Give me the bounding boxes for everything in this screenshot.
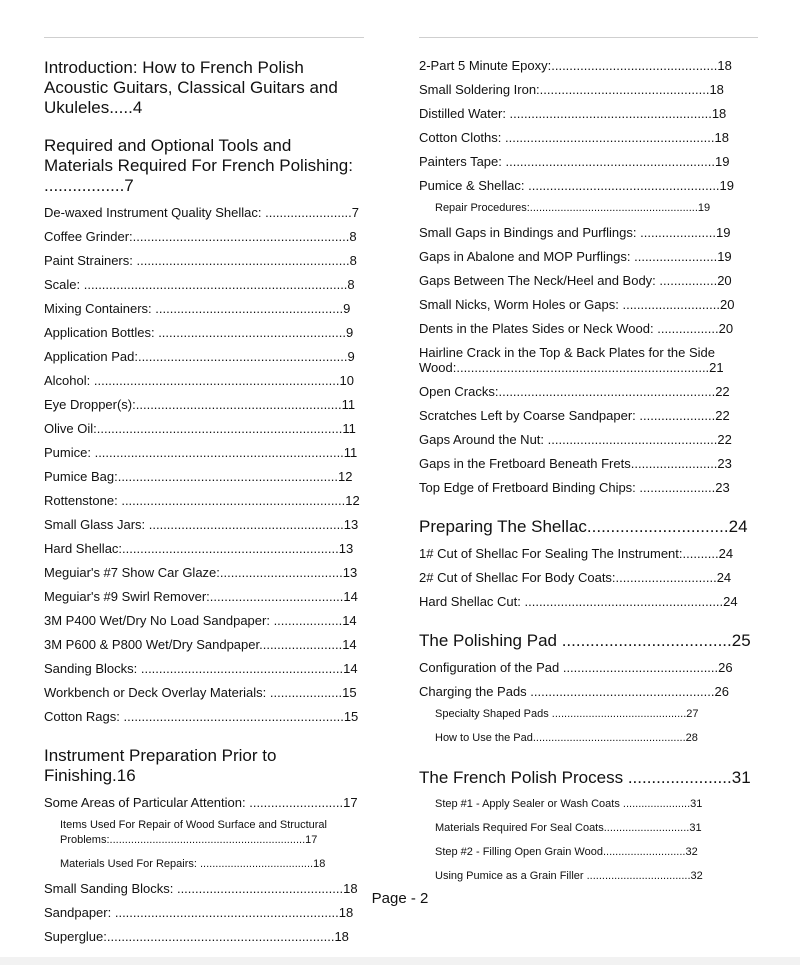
toc-entry-title: Introduction: How to French Polish Acoustic Guitars, Classical Guitars and Ukuleles: [44, 58, 338, 117]
toc-leader-dots: .: [112, 766, 117, 785]
toc-page-number: 23: [717, 456, 732, 471]
toc-page-number: 31: [689, 822, 702, 834]
toc-entry-title: Gaps in the Fretboard Beneath Frets: [419, 456, 631, 471]
toc-page-number: 32: [690, 870, 703, 882]
toc-page-number: 9: [343, 301, 351, 316]
toc-entry: [44, 541, 364, 556]
toc-page-number: 31: [731, 768, 751, 787]
toc-page-number: 24: [718, 546, 734, 561]
toc-leader-dots: .......................: [630, 249, 718, 264]
toc-entry-title: Some Areas of Particular Attention:: [44, 795, 246, 810]
toc-entry: [44, 349, 364, 364]
toc-leader-dots: ..................................: [219, 565, 343, 580]
toc-entry: [44, 469, 364, 484]
toc-leader-dots: ..............................................................: [111, 905, 339, 920]
toc-entry: [44, 709, 364, 724]
toc-entry-title: 2# Cut of Shellac For Body Coats:: [419, 570, 616, 585]
toc-page-number: 18: [717, 58, 732, 73]
toc-leader-dots: .............................................................: [119, 709, 344, 724]
toc-entry: [44, 397, 364, 412]
toc-leader-dots: ............................................: [548, 708, 687, 720]
toc-leader-dots: .......................................................: [529, 202, 698, 214]
toc-page-number: 12: [338, 469, 353, 484]
toc-entry-title: Step #1 - Apply Sealer or Wash Coats: [435, 798, 620, 810]
toc-leader-dots: ..........................................................: [137, 349, 348, 364]
toc-entry-title: Pumice Bag:: [44, 469, 118, 484]
toc-leader-dots: ...............................................: [539, 82, 710, 97]
toc-page-number: 14: [343, 589, 358, 604]
toc-page-number: 16: [116, 766, 136, 785]
toc-left-column: [44, 37, 364, 944]
toc-page-number: 23: [715, 480, 730, 495]
toc-leader-dots: .................: [44, 176, 125, 195]
toc-leader-dots: ............................................................: [132, 229, 350, 244]
toc-entry-title: Application Bottles:: [44, 325, 155, 340]
toc-leader-dots: ....................: [266, 685, 343, 700]
toc-entry-title: Configuration of the Pad: [419, 660, 560, 675]
toc-page-number: 18: [714, 130, 729, 145]
toc-entry-title: Top Edge of Fretboard Binding Chips:: [419, 480, 636, 495]
toc-leader-dots: ...........................................................: [132, 253, 350, 268]
toc-entry-title: How to Use the Pad: [435, 732, 533, 744]
toc-entry: [44, 229, 364, 244]
toc-heading: [44, 136, 364, 196]
toc-heading: [419, 768, 758, 788]
toc-entry-title: Olive Oil:: [44, 421, 97, 436]
toc-entry-title: Scratches Left by Coarse Sandpaper:: [419, 408, 636, 423]
toc-entry: [419, 408, 758, 423]
toc-entry-title: Small Sanding Blocks:: [44, 881, 174, 896]
toc-page-number: 15: [343, 709, 359, 724]
toc-leader-dots: .....................................................: [524, 178, 720, 193]
toc-page-number: 22: [715, 384, 730, 399]
toc-page-number: 14: [342, 613, 357, 628]
toc-leader-dots: ........................................................: [505, 106, 712, 121]
toc-entry: [44, 421, 364, 436]
toc-entry-title: Items Used For Repair of Wood Surface and Structural Problems:: [60, 819, 327, 846]
toc-page-number: 21: [709, 360, 724, 375]
toc-leader-dots: ..................................................: [532, 732, 686, 744]
toc-entry: [44, 795, 364, 810]
toc-leader-dots: ....................................: [556, 631, 732, 650]
toc-entry: [44, 661, 364, 676]
toc-entry-title: Paint Strainers:: [44, 253, 133, 268]
toc-entry-title: Specialty Shaped Pads: [435, 708, 549, 720]
toc-leader-dots: ...........................................: [559, 660, 719, 675]
toc-entry: [44, 613, 364, 628]
toc-page-number: 8: [349, 253, 357, 268]
toc-entry-title: Small Soldering Iron:: [419, 82, 540, 97]
toc-entry-title: Scale:: [44, 277, 81, 292]
toc-page-number: 19: [714, 154, 730, 169]
toc-entry: [44, 253, 364, 268]
toc-entry: [419, 345, 758, 375]
toc-page-number: 20: [720, 297, 735, 312]
toc-leader-dots: ............................................................: [122, 541, 339, 556]
toc-page-number: 32: [685, 846, 698, 858]
toc-leader-dots: ........................: [261, 205, 352, 220]
toc-leader-dots: .................: [653, 321, 719, 336]
toc-page-number: 22: [715, 408, 730, 423]
toc-entry: [419, 297, 758, 312]
toc-leader-dots: ...........................: [618, 297, 720, 312]
toc-leader-dots: ..............................................: [551, 58, 718, 73]
toc-subentry: [419, 731, 758, 746]
toc-subentry: [419, 869, 758, 884]
toc-entry: [44, 493, 364, 508]
toc-leader-dots: .....................................................................: [90, 445, 344, 460]
toc-leader-dots: .........................................................................: [80, 277, 348, 292]
toc-entry-title: Open Cracks:: [419, 384, 499, 399]
toc-page-number: 14: [342, 637, 357, 652]
toc-entry: [419, 384, 758, 399]
toc-entry: [44, 929, 364, 944]
toc-entry: [419, 273, 758, 288]
toc-page-number: 11: [343, 445, 358, 460]
toc-entry: [419, 456, 758, 471]
toc-page-number: 9: [346, 325, 354, 340]
toc-entry: [419, 570, 758, 585]
toc-entry-title: The Polishing Pad: [419, 631, 557, 650]
toc-entry-title: De-waxed Instrument Quality Shellac:: [44, 205, 262, 220]
toc-leader-dots: ........................................................: [137, 661, 344, 676]
toc-entry: [44, 517, 364, 532]
toc-entry: [419, 154, 758, 169]
toc-page-number: 8: [347, 277, 355, 292]
toc-leader-dots: ............................: [603, 822, 690, 834]
toc-entry-title: 2-Part 5 Minute Epoxy:: [419, 58, 552, 73]
toc-heading: [419, 631, 758, 651]
toc-entry-title: Sandpaper:: [44, 905, 112, 920]
toc-leader-dots: ...........................: [602, 846, 686, 858]
toc-entry: [44, 325, 364, 340]
toc-entry: [419, 684, 758, 699]
bottom-edge: [0, 957, 800, 965]
toc-entry-title: Instrument Preparation Prior to Finishing: [44, 746, 277, 785]
toc-entry: [44, 905, 364, 920]
toc-entry-title: Small Gaps in Bindings and Purflings:: [419, 225, 637, 240]
toc-subentry: [419, 845, 758, 860]
toc-entry-title: Step #2 - Filling Open Grain Wood: [435, 846, 603, 858]
toc-entry: [44, 301, 364, 316]
toc-entry-title: Materials Required For Seal Coats: [435, 822, 604, 834]
toc-entry-title: Small Nicks, Worm Holes or Gaps:: [419, 297, 619, 312]
toc-leader-dots: .......................: [259, 637, 343, 652]
toc-page-number: 11: [342, 421, 356, 436]
toc-leader-dots: .....................: [636, 225, 716, 240]
toc-page-number: 24: [728, 517, 748, 536]
toc-leader-dots: ..........................: [245, 795, 344, 810]
toc-entry-title: Hard Shellac Cut:: [419, 594, 521, 609]
toc-leader-dots: ................: [655, 273, 718, 288]
toc-leader-dots: ..............................: [586, 517, 729, 536]
toc-entry-title: Application Pad:: [44, 349, 138, 364]
toc-entry: [419, 225, 758, 240]
toc-page-number: 17: [305, 834, 318, 846]
toc-page-number: 18: [338, 905, 354, 920]
toc-entry-title: Eye Dropper(s):: [44, 397, 136, 412]
toc-entry-title: Cotton Rags:: [44, 709, 120, 724]
toc-page-number: 12: [345, 493, 360, 508]
toc-entry-title: 1# Cut of Shellac For Sealing The Instrument:: [419, 546, 683, 561]
toc-page-number: 4: [132, 98, 143, 117]
toc-page-number: 27: [686, 708, 699, 720]
toc-entry-title: Hard Shellac:: [44, 541, 123, 556]
toc-entry: [419, 594, 758, 609]
page-number: Page - 2: [371, 890, 429, 907]
toc-subentry: [44, 857, 364, 872]
toc-leader-dots: ......................................................................: [456, 360, 710, 375]
toc-entry: [44, 565, 364, 580]
toc-entry-title: Gaps Between The Neck/Heel and Body:: [419, 273, 656, 288]
top-divider: [419, 37, 758, 38]
toc-leader-dots: ..........................................................: [501, 130, 715, 145]
toc-entry-title: The French Polish Process: [419, 768, 624, 787]
toc-page-number: 31: [690, 798, 703, 810]
toc-page-number: 15: [342, 685, 357, 700]
toc-entry: [419, 178, 758, 193]
toc-leader-dots: .....................................: [196, 858, 314, 870]
toc-leader-dots: ...............................................................: [106, 929, 335, 944]
toc-leader-dots: ......................: [619, 798, 691, 810]
toc-page-number: 20: [717, 273, 732, 288]
toc-entry-title: Required and Optional Tools and Materials Required For French Polishing:: [44, 136, 353, 175]
toc-entry: [44, 373, 364, 388]
toc-entry-title: Coffee Grinder:: [44, 229, 133, 244]
toc-leader-dots: ...................................................: [526, 684, 715, 699]
toc-leader-dots: .....................................: [209, 589, 344, 604]
toc-entry-title: Gaps in Abalone and MOP Purflings:: [419, 249, 631, 264]
toc-entry-title: Distilled Water:: [419, 106, 506, 121]
toc-entry-title: Small Glass Jars:: [44, 517, 146, 532]
toc-entry-title: Pumice:: [44, 445, 91, 460]
toc-leader-dots: .....................: [635, 408, 716, 423]
toc-page-number: 14: [343, 661, 358, 676]
top-divider: [44, 37, 364, 38]
toc-page-number: 18: [313, 858, 326, 870]
toc-entry: [419, 249, 758, 264]
toc-page-number: 7: [351, 205, 360, 220]
toc-entry: [419, 480, 758, 495]
toc-page-number: 8: [349, 229, 357, 244]
toc-leader-dots: ......................................................: [145, 517, 344, 532]
toc-page-number: 18: [711, 106, 727, 121]
toc-page-number: 18: [334, 929, 349, 944]
toc-entry-title: Mixing Containers:: [44, 301, 152, 316]
toc-page-number: 10: [339, 373, 354, 388]
toc-page-number: 22: [717, 432, 732, 447]
toc-page-number: 26: [718, 660, 733, 675]
toc-entry-title: Gaps Around the Nut:: [419, 432, 545, 447]
toc-entry: [419, 660, 758, 675]
toc-entry-title: Repair Procedures:: [435, 202, 530, 214]
toc-entry: [44, 637, 364, 652]
toc-entry: [44, 589, 364, 604]
toc-entry-title: Materials Used For Repairs:: [60, 858, 197, 870]
toc-leader-dots: .........................................................: [135, 397, 342, 412]
toc-leader-dots: ..........: [682, 546, 719, 561]
toc-subentry: [419, 797, 758, 812]
toc-page-number: 25: [731, 631, 751, 650]
toc-entry-title: Charging the Pads: [419, 684, 527, 699]
toc-entry-title: 3M P400 Wet/Dry No Load Sandpaper:: [44, 613, 270, 628]
toc-leader-dots: ....................................................................: [96, 421, 343, 436]
toc-page-number: 19: [717, 249, 732, 264]
toc-leader-dots: ................................................................: [109, 834, 306, 846]
toc-page-number: 17: [343, 795, 358, 810]
toc-entry: [419, 106, 758, 121]
toc-leader-dots: .....................: [635, 480, 716, 495]
toc-entry-title: Workbench or Deck Overlay Materials:: [44, 685, 267, 700]
toc-leader-dots: ............................................................: [498, 384, 716, 399]
toc-page-number: 7: [124, 176, 134, 195]
toc-leader-dots: ..................................: [583, 870, 691, 882]
toc-subentry: [419, 707, 758, 722]
toc-entry-title: Sanding Blocks:: [44, 661, 138, 676]
toc-page-number: 18: [343, 881, 358, 896]
toc-leader-dots: .......................................................: [520, 594, 724, 609]
toc-leader-dots: ....................................................: [154, 325, 347, 340]
toc-right-column: [419, 37, 758, 884]
toc-entry-title: Cotton Cloths:: [419, 130, 502, 145]
toc-entry: [419, 546, 758, 561]
toc-entry: [419, 58, 758, 73]
toc-leader-dots: ....................................................: [151, 301, 344, 316]
toc-leader-dots: ...................: [269, 613, 343, 628]
toc-entry-title: Painters Tape:: [419, 154, 502, 169]
toc-entry: [44, 277, 364, 292]
toc-entry-title: Rottenstone:: [44, 493, 118, 508]
toc-page-number: 24: [723, 594, 738, 609]
toc-entry-title: Alcohol:: [44, 373, 91, 388]
toc-entry: [419, 82, 758, 97]
toc-page-number: 20: [718, 321, 734, 336]
toc-page-number: 18: [709, 82, 724, 97]
toc-entry-title: Dents in the Plates Sides or Neck Wood:: [419, 321, 654, 336]
toc-page-number: 19: [697, 202, 711, 214]
toc-entry: [419, 321, 758, 336]
toc-page-number: 24: [716, 570, 732, 585]
toc-entry-title: Meguiar's #7 Show Car Glaze:: [44, 565, 220, 580]
toc-entry-title: Superglue:: [44, 929, 107, 944]
toc-entry-title: 3M P600 & P800 Wet/Dry Sandpaper: [44, 637, 260, 652]
toc-heading: [44, 58, 364, 118]
toc-leader-dots: ..............................................................: [117, 493, 346, 508]
toc-leader-dots: .............................................................: [117, 469, 339, 484]
toc-page-number: 13: [342, 565, 358, 580]
toc-entry-title: Preparing The Shellac: [419, 517, 587, 536]
toc-subentry: [419, 821, 758, 836]
toc-leader-dots: .....: [109, 98, 133, 117]
toc-leader-dots: ......................: [623, 768, 732, 787]
toc-entry: [44, 685, 364, 700]
toc-entry: [44, 205, 364, 220]
toc-entry: [419, 130, 758, 145]
toc-heading: [44, 746, 364, 786]
toc-page-number: 13: [338, 541, 354, 556]
toc-page-number: 26: [714, 684, 729, 699]
toc-page-number: 28: [685, 732, 698, 744]
toc-leader-dots: ..........................................................: [501, 154, 715, 169]
toc-entry-title: Using Pumice as a Grain Filler: [435, 870, 584, 882]
toc-leader-dots: ........................: [630, 456, 718, 471]
toc-entry: [44, 445, 364, 460]
toc-page-number: 13: [343, 517, 359, 532]
toc-page-number: 19: [715, 225, 731, 240]
toc-entry: [419, 432, 758, 447]
toc-heading: [419, 517, 758, 537]
toc-page-number: 19: [719, 178, 735, 193]
toc-leader-dots: ....................................................................: [90, 373, 340, 388]
toc-entry-title: Hairline Crack in the Top & Back Plates for the Side Wood:: [419, 345, 716, 375]
toc-subentry: [44, 818, 364, 848]
toc-entry-title: Meguiar's #9 Swirl Remover:: [44, 589, 210, 604]
toc-leader-dots: ...............................................: [544, 432, 718, 447]
toc-page-number: 9: [347, 349, 355, 364]
toc-subentry: [419, 201, 758, 216]
toc-leader-dots: ............................: [615, 570, 717, 585]
toc-entry-title: Pumice & Shellac:: [419, 178, 525, 193]
toc-leader-dots: ..............................................: [173, 881, 344, 896]
toc-page-number: 11: [341, 397, 356, 412]
